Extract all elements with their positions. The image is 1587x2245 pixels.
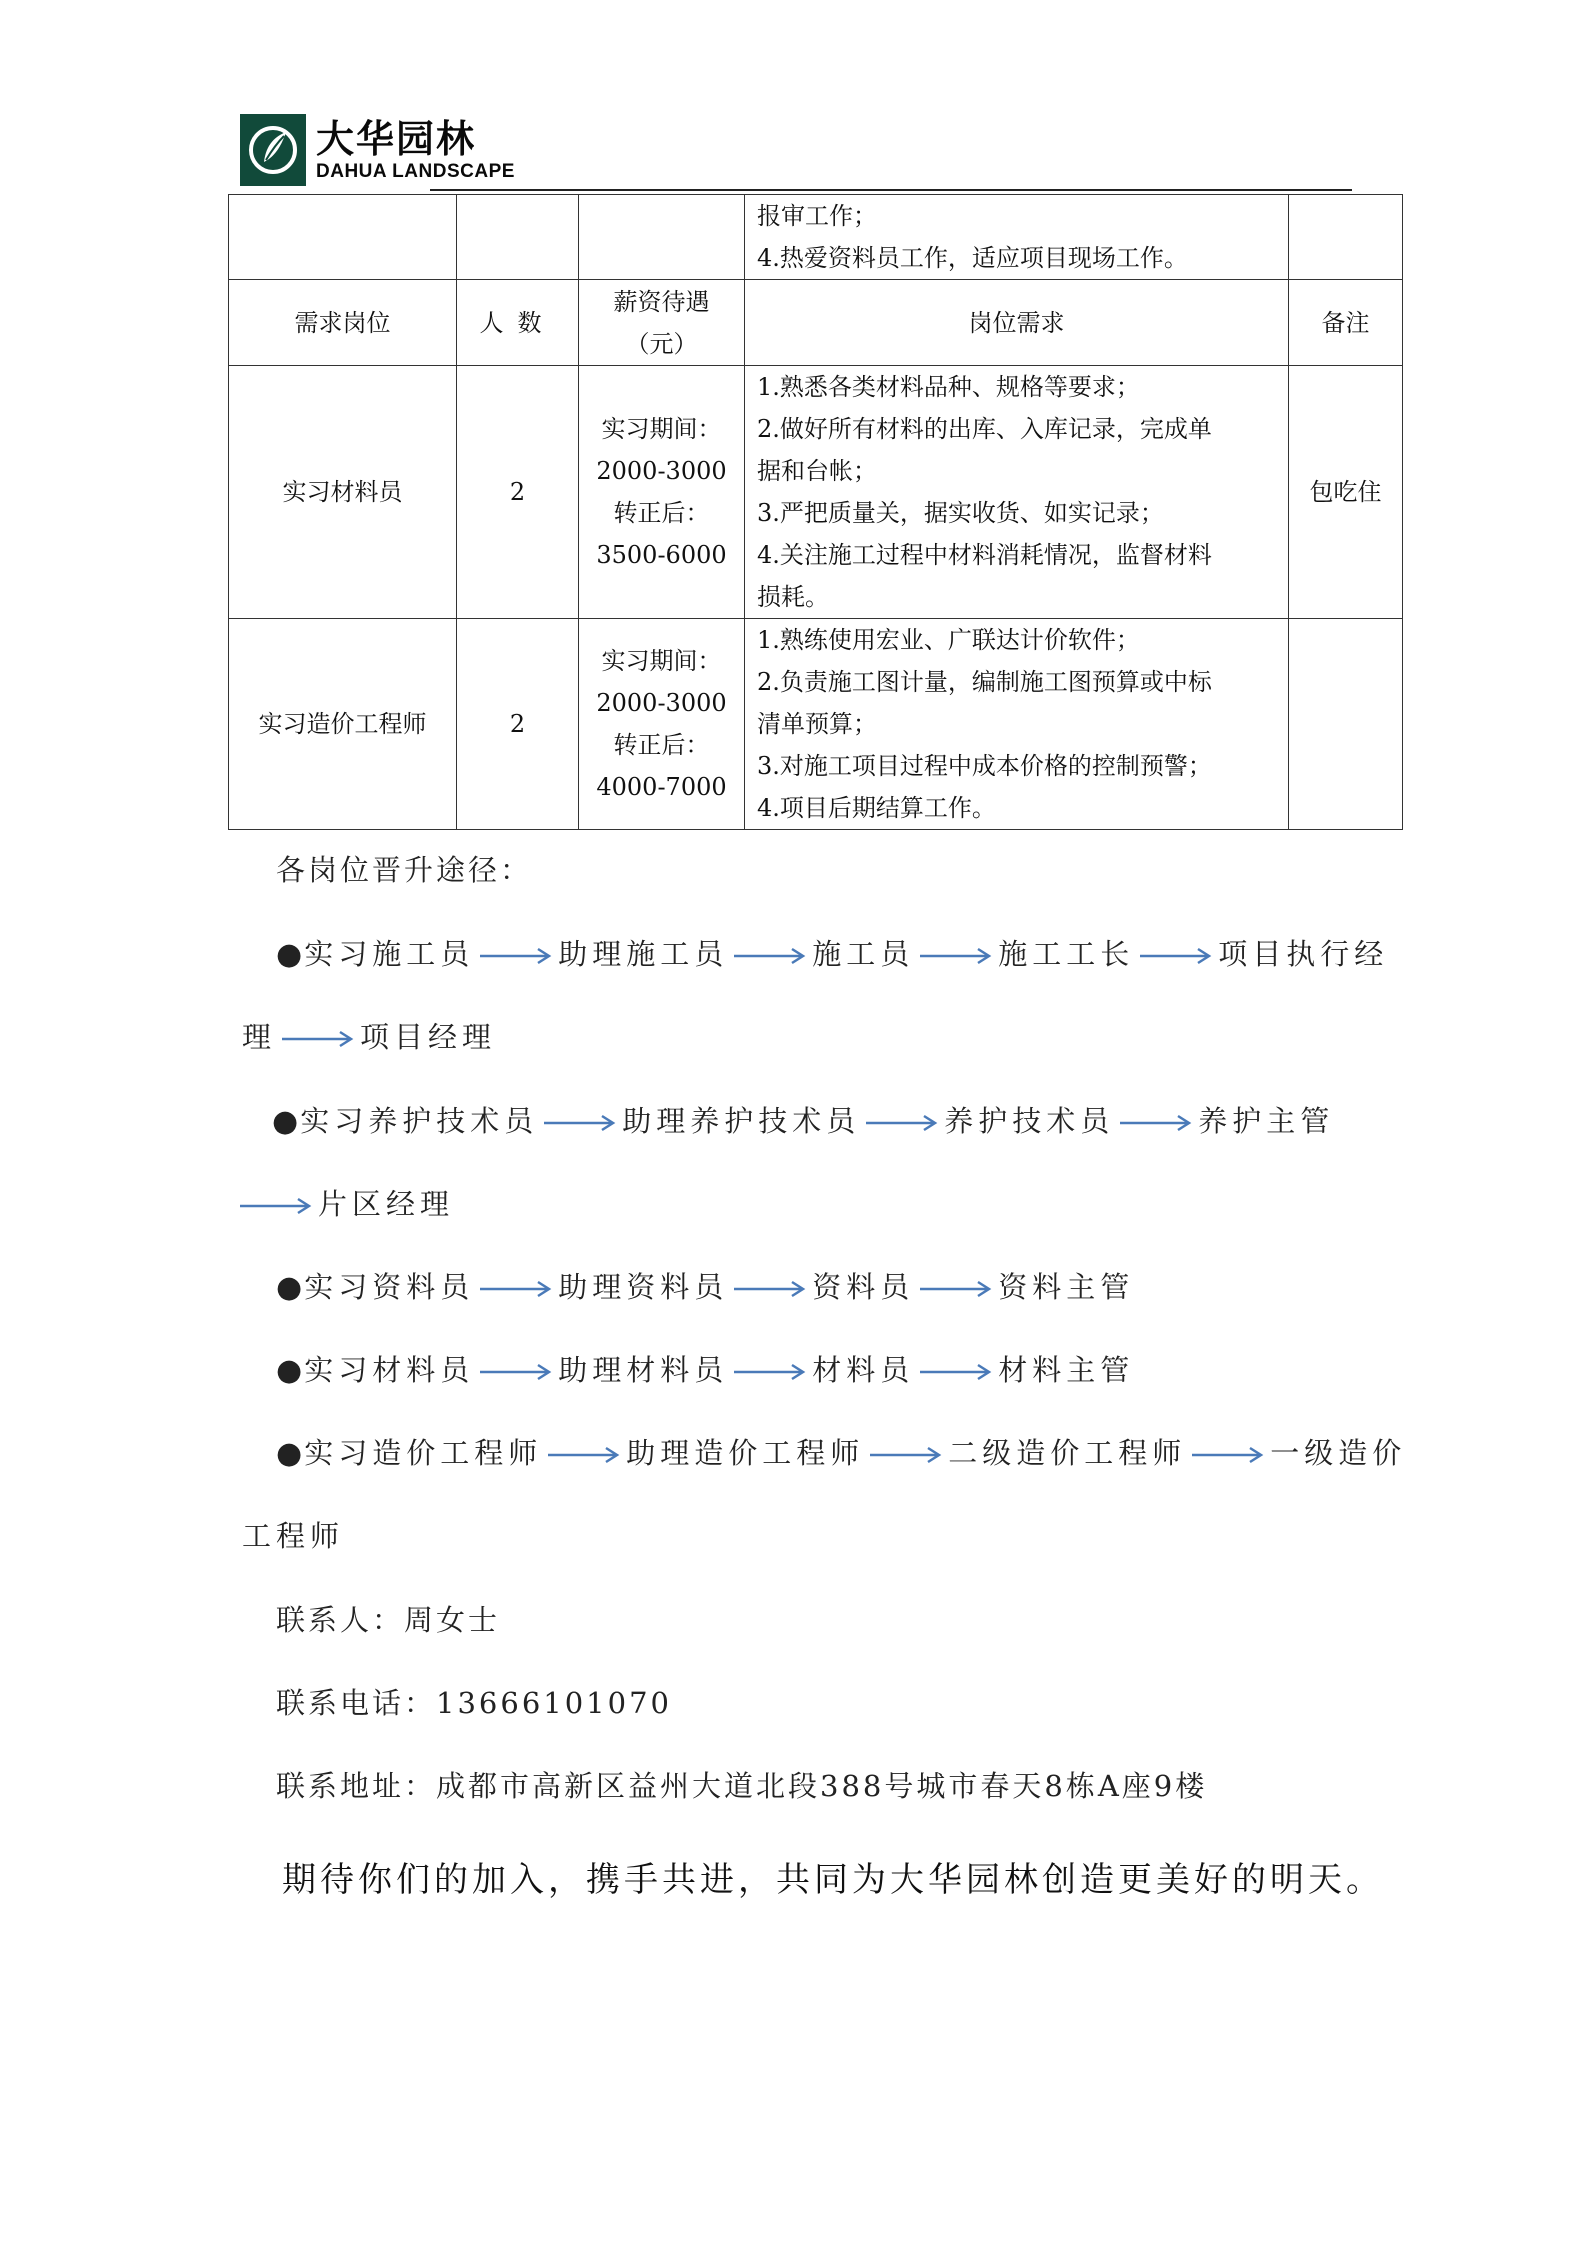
closing-statement: 期待你们的加入，携手共进，共同为大华园林创造更美好的明天。: [282, 1860, 1384, 1900]
arrow-right-icon: [240, 1197, 312, 1215]
table-row: [229, 619, 1403, 830]
table-header-row: [229, 280, 1403, 366]
arrow-right-icon: [1120, 1114, 1192, 1132]
cell-notes: 包吃住: [1289, 366, 1403, 619]
bullet-icon: ●: [276, 1436, 303, 1471]
promotion-path-construction-cont: 理 项目经理: [242, 1020, 497, 1054]
cell-count: 2: [457, 366, 579, 619]
cell-position: 实习造价工程师: [229, 619, 457, 830]
table-row: [229, 366, 1403, 619]
cell-position: 实习材料员: [229, 366, 457, 619]
cell-notes: [1289, 619, 1403, 830]
arrow-right-icon: [480, 947, 552, 965]
promotion-path-cost-engineer: ●实习造价工程师 助理造价工程师 二级造价工程师 一级造价: [276, 1436, 1407, 1471]
promotion-path-construction: ●实习施工员 助理施工员 施工员 施工工长 项目执行经: [276, 937, 1389, 972]
bullet-icon: ●: [272, 1104, 299, 1139]
cell-count: 2: [457, 619, 579, 830]
bullet-icon: ●: [276, 1353, 303, 1388]
cell-requirements: 1.熟悉各类材料品种、规格等要求； 2.做好所有材料的出库、入库记录，完成单 据和台帐； 3.严把质量关，据实收货、如实记录； 4.关注施工过程中材料消耗情况，监督材料 损耗。: [745, 366, 1289, 619]
promotion-path-documents: ●实习资料员 助理资料员 资料员 资料主管: [276, 1270, 1135, 1305]
arrow-right-icon: [548, 1446, 620, 1464]
continuation-requirements: 报审工作； 4.热爱资料员工作，适应项目现场工作。: [745, 195, 1289, 280]
arrow-right-icon: [1192, 1446, 1264, 1464]
arrow-right-icon: [480, 1280, 552, 1298]
arrow-right-icon: [866, 1114, 938, 1132]
header-count: 人数: [457, 280, 579, 366]
cell-requirements: 1.熟练使用宏业、广联达计价软件； 2.负责施工图计量，编制施工图预算或中标 清单预算； 3.对施工项目过程中成本价格的控制预警； 4.项目后期结算工作。: [745, 619, 1289, 830]
arrow-right-icon: [1140, 947, 1212, 965]
arrow-right-icon: [734, 947, 806, 965]
arrow-right-icon: [734, 1280, 806, 1298]
job-table: [228, 194, 1403, 830]
header-salary: 薪资待遇 （元）: [579, 280, 745, 366]
header-position: 需求岗位: [229, 280, 457, 366]
company-logo: [240, 114, 515, 186]
logo-english-name: DAHUA LANDSCAPE: [316, 161, 515, 182]
promotion-path-cost-engineer-cont: 工程师: [242, 1519, 345, 1553]
arrow-right-icon: [480, 1363, 552, 1381]
cell-salary: 实习期间： 2000-3000 转正后： 4000-7000: [579, 619, 745, 830]
logo-chinese-name: 大华园林: [316, 117, 477, 161]
arrow-right-icon: [920, 1280, 992, 1298]
promotion-path-materials: ●实习材料员 助理材料员 材料员 材料主管: [276, 1353, 1135, 1388]
bullet-icon: ●: [276, 937, 303, 972]
bullet-icon: ●: [276, 1270, 303, 1305]
contact-phone: 联系电话：13666101070: [276, 1686, 672, 1720]
arrow-right-icon: [870, 1446, 942, 1464]
arrow-right-icon: [544, 1114, 616, 1132]
promotion-path-maintenance: ●实习养护技术员 助理养护技术员 养护技术员 养护主管: [272, 1104, 1335, 1139]
promotion-path-maintenance-cont: 片区经理: [240, 1182, 454, 1223]
arrow-right-icon: [920, 947, 992, 965]
table-row-continuation: [229, 195, 1403, 280]
promotion-heading: 各岗位晋升途径：: [276, 853, 533, 887]
header-rule: [430, 189, 1352, 191]
header-notes: 备注: [1289, 280, 1403, 366]
header-requirements: 岗位需求: [745, 280, 1289, 366]
leaf-logo-icon: [240, 114, 306, 186]
cell-salary: 实习期间： 2000-3000 转正后： 3500-6000: [579, 366, 745, 619]
contact-person: 联系人：周女士: [276, 1603, 501, 1637]
arrow-right-icon: [734, 1363, 806, 1381]
arrow-right-icon: [920, 1363, 992, 1381]
arrow-right-icon: [282, 1030, 354, 1048]
contact-address: 联系地址：成都市高新区益州大道北段388号城市春天8栋A座9楼: [276, 1769, 1208, 1803]
